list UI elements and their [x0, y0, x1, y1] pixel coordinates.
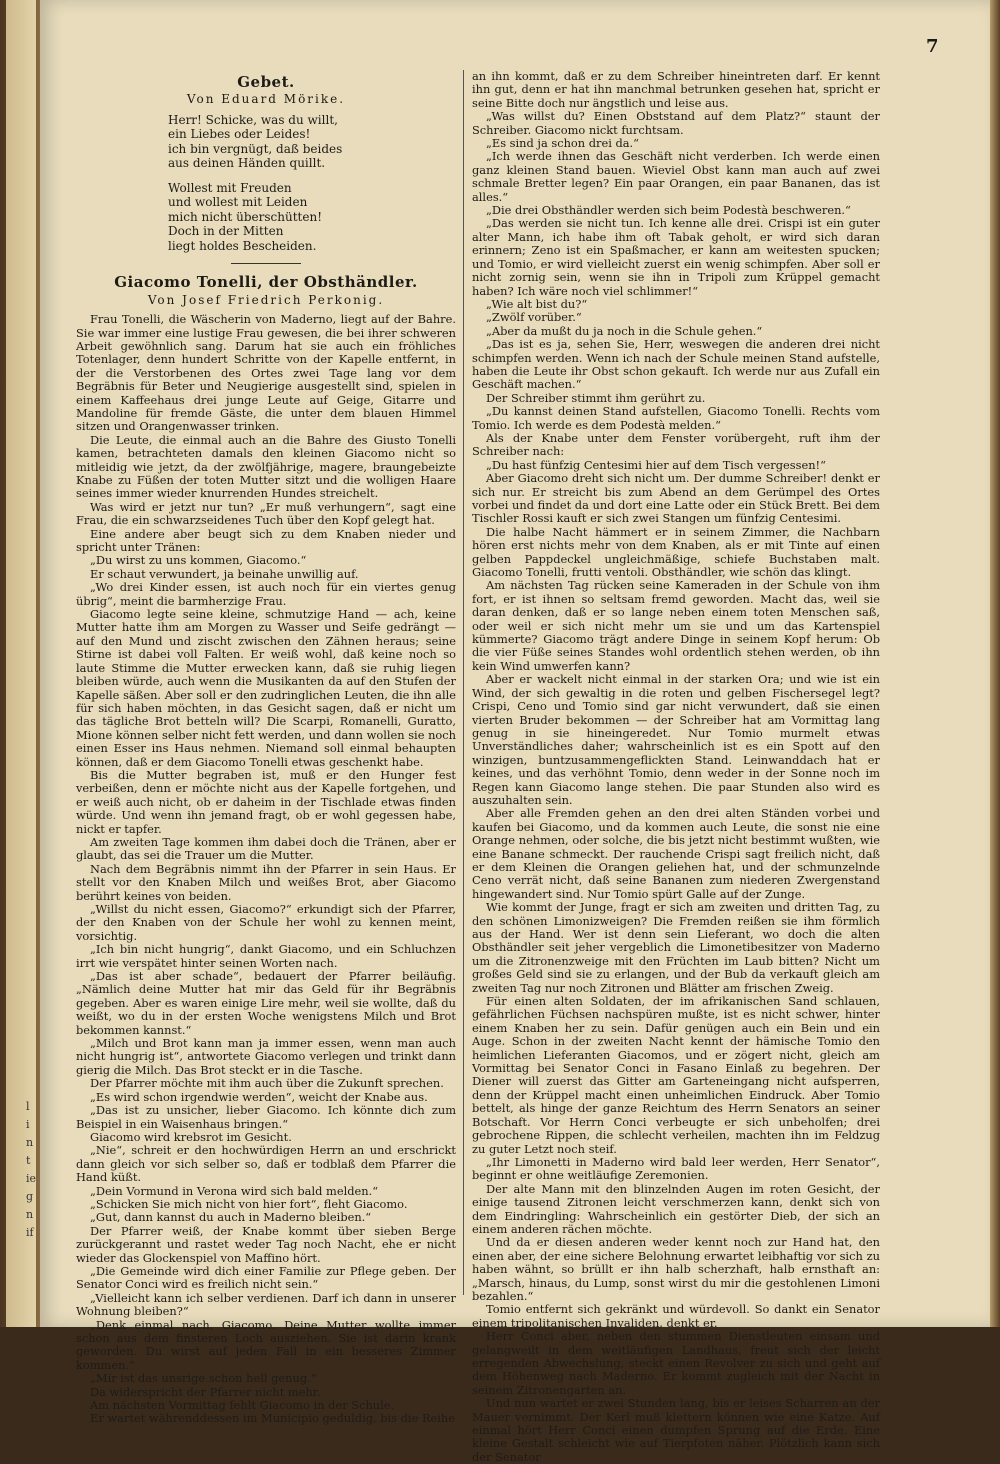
column-rule — [463, 70, 464, 1295]
poem-line: Wollest mit Freuden — [168, 180, 292, 195]
story-paragraph: „Vielleicht kann ich selber verdienen. Darf ich dann in unserer Wohnung bleiben?“ — [76, 1290, 456, 1319]
story-paragraph: „Aber da mußt du ja noch in die Schule gehen.“ — [486, 323, 763, 338]
story-paragraph: „Du hast fünfzig Centesimi hier auf dem Tisch vergessen!“ — [486, 457, 826, 472]
edge-fragment: if — [26, 1226, 34, 1239]
story-paragraph: Der Pfarrer möchte mit ihm auch über die Zukunft sprechen. — [90, 1076, 444, 1091]
page-edge — [990, 0, 1000, 1327]
poem-body — [168, 113, 456, 254]
previous-page-edge — [6, 0, 36, 1327]
poem-stanza — [168, 113, 456, 171]
story-paragraph: „Ich werde ihnen das Geschäft nicht verderben. Ich werde einen ganz kleinen Stand bauen. Wieviel Obst kann man auch auf zwei schmale Bretter legen? Ein paar Orangen, ein paar Bananen, das ist alles.“ — [472, 149, 880, 204]
poem-line: liegt holdes Bescheiden. — [168, 238, 317, 253]
poem-line: und wollest mit Leiden — [168, 195, 308, 210]
story-paragraph: Bis die Mutter begraben ist, muß er den Hunger fest verbeißen, denn er möchte nicht aus der Kapelle fortgehen, und er weiß auch nicht, ob er daheim in der Tischlade etwas finden würde. Und wenn ihn jemand fragt, ob er wohl gegessen habe, nickt er tapfer. — [76, 767, 456, 836]
story-paragraph: Tomio entfernt sich gekränkt und würdevoll. So dankt ein Senator einem tripolitanischen Invaliden, denkt er. — [472, 1302, 880, 1330]
story-paragraph: Eine andere aber beugt sich zu dem Knaben nieder und spricht unter Tränen: — [76, 526, 456, 555]
story-paragraph: „Das ist aber schade“, bedauert der Pfarrer beiläufig. „Nämlich deine Mutter hat mir das Geld für ihr Begräbnis gegeben. Aber es waren einige Lire mehr, weil sie wollte, daß du weißt, wo du in der ersten Woche wenigstens Milch und Brot bekommen kannst.“ — [76, 969, 456, 1037]
page-number: 7 — [926, 36, 939, 57]
story-paragraph: Nach dem Begräbnis nimmt ihn der Pfarrer in sein Haus. Er stellt vor den Knaben Milch und weißes Brot, aber Giacomo berührt keines von beiden. — [76, 861, 456, 903]
story-paragraph: an ihn kommt, daß er zu dem Schreiber hineintreten darf. Er kennt ihn gut, denn er hat ihn manchmal betrunken gesehen hat, spricht er seine Bitte doch nur ängstlich und leise aus. — [472, 69, 880, 110]
story-paragraph: „Die Gemeinde wird dich einer Familie zur Pflege geben. Der Senator Conci wird es freilich nicht sein.“ — [76, 1263, 456, 1292]
story-paragraph: Und nun wartet er zwei Stunden lang, bis er leises Scharren an der Mauer vernimmt. Der Kerl muß klettern können wie eine Katze. Auf einmal hört Herr Conci einen dumpfen Sprung auf die Erde. Eine kleine Gestalt schleicht wie auf Tierpfoten näher. Plötzlich kann sich der Senator — [472, 1396, 880, 1464]
story-paragraph: „Ich bin nicht hungrig“, dankt Giacomo, und ein Schluchzen irrt wie verspätet hinter seinen Worten nach. — [76, 942, 456, 970]
section-divider — [231, 263, 301, 264]
story-paragraph: Da widerspricht der Pfarrer nicht mehr. — [90, 1384, 321, 1399]
story-paragraph: „Denk einmal nach, Giacomo. Deine Mutter wollte immer schon aus dem finsteren Loch ausziehen. Sie ist darin krank geworden. Du wirst auf jeden Fall in ein besseres Zimmer kommen.“ — [76, 1317, 456, 1372]
story-paragraph: Aber Giacomo dreht sich nicht um. Der dumme Schreiber! denkt er sich nur. Er streicht bis zum Abend an dem Gerümpel des Ortes vorbei und findet da und dort eine Latte oder ein Stück Brett. Bei dem Tischler Rossi kauft er sich zwei Stangen um fünfzig Centesimi. — [472, 471, 880, 526]
story-author: Von Josef Friedrich Perkonig. — [147, 292, 385, 307]
story-paragraph: „Nie“, schreit er den hochwürdigen Herrn an und erschrickt dann gleich vor sich selber so, daß er todblaß dem Pfarrer die Hand küßt. — [76, 1143, 456, 1185]
story-paragraph: „Schicken Sie mich nicht von hier fort“, fleht Giacomo. — [90, 1196, 408, 1211]
story-paragraph: Für einen alten Soldaten, der im afrikanischen Sand schlauen, gefährlichen Füchsen nachspüren mußte, ist es nicht schwer, hinter einem Knaben her zu sein. Dafür genügen auch ein Bein und ein Auge. Schon in der zweiten Nacht kennt der hämische Tomio den heimlichen Lieferanten Giacomos, und er zögert nicht, gleich am Vormittag bei Senator Conci in Fasano Einlaß zu begehren. Der Diener will zuerst das Gitter am Garteneingang nicht aufsperren, denn der Krüppel macht einen unheimlichen Eindruck. Aber Tomio bettelt, als hinge der ganze Reichtum des Herrn Senators an seiner Botschaft. Vor Herrn Conci verbeugte er sich unbeholfen; drei gebrochene Rippen, die schlecht verheilen, machten ihn im Feldzug zu guter Letzt noch steif. — [472, 994, 880, 1156]
story-paragraph: Als der Knabe unter dem Fenster vorübergeht, ruft ihm der Schreiber nach: — [472, 430, 880, 459]
story-paragraph: Die Leute, die einmal auch an die Bahre des Giusto Tonelli kamen, betrachteten damals den kleinen Giacomo nicht so mitleidig wie jetzt, da der zwölfjährige, magere, braungebeizte Knabe zu Füßen der toten Mutter sitzt und die wolligen Haare seines immer wieder knurrenden Hundes streichelt. — [76, 432, 456, 501]
poem-line: Herr! Schicke, was du willt, — [168, 112, 338, 127]
edge-fragment: n — [26, 1208, 34, 1221]
story-paragraph: Die halbe Nacht hämmert er in seinem Zimmer, die Nachbarn hören erst nichts mehr von dem Knaben, als er mit Tinte auf einen gelben Pappdeckel ungleichmäßige, schiefe Buchstaben malt. Giacomo Tonelli, frutti ventoli. Obsthändler, wie schön das klingt. — [472, 524, 880, 580]
story-paragraph: Frau Tonelli, die Wäscherin von Maderno, liegt auf der Bahre. Sie war immer eine lustige Frau gewesen, die bei ihrer schweren Arbeit gewöhnlich sang. Darum hat sie auch ein fröhliches Totenlager, denn hundert Schritte von der Kapelle entfernt, in der die Verstorbenen des Ortes zwei Tage lang vor dem Begräbnis für Beter und Neugierige ausgestellt sind, spielen in einem Kaffeehaus drei junge Leute auf Geige, Gitarre und Mandoline für fremde Gäste, die unter dem blauen Himmel sitzen und Orangenwasser trinken. — [76, 312, 456, 434]
story-paragraph: „Es wird schon irgendwie werden“, weicht der Knabe aus. — [90, 1089, 428, 1104]
story-paragraph: „Gut, dann kannst du auch in Maderno bleiben.“ — [90, 1210, 372, 1225]
story-paragraph: „Du kannst deinen Stand aufstellen, Giacomo Tonelli. Rechts vom Tomio. Ich werde es dem Podestà melden.“ — [472, 404, 880, 432]
story-paragraph: Am nächsten Vormittag fehlt Giacomo in der Schule. — [90, 1398, 395, 1413]
story-paragraph: „Willst du nicht essen, Giacomo?“ erkundigt sich der Pfarrer, der den Knaben von der Schule her wohl zu kennen meint, vorsichtig. — [76, 902, 456, 943]
edge-fragment: l — [26, 1100, 30, 1113]
story-paragraph: Aber er wackelt nicht einmal in der starken Ora; und wie ist ein Wind, der sich gewaltig in die roten und gelben Fischersegel legt? Crispi, Ceno und Tomio sind gar nicht verwundert, daß sie einen vierten Bruder bekommen — der Schreiber hat am Vormittag lang genug in sie hineingeredet. Nur Tomio murmelt etwas Unverständliches daher; wahrscheinlich ist es ein Spott auf den winzigen, buntzusammengeflickten Stand. Leinwanddach hat er keines, und das verhöhnt Tomio, denn weder in der Sonne noch im Regen kann Giacomo lange stehen. Die paar Stunden also wird es auszuhalten sein. — [472, 672, 880, 807]
story-left-body — [76, 313, 456, 1426]
story-paragraph: „Das werden sie nicht tun. Ich kenne alle drei. Crispi ist ein guter alter Mann, ich habe ihm oft Tabak geholt, er wird sich daran erinnern; Zeno ist ein Spaßmacher, er kann am weitesten spucken; und Tomio, er wird vielleicht zuerst ein wenig schimpfen. Aber soll er nicht zornig sein, wenn sie ihn in Tripoli zum Krüppel gemacht haben? Ich wäre noch viel schlimmer!“ — [472, 216, 880, 298]
story-paragraph: Was wird er jetzt nur tun? „Er muß verhungern“, sagt eine Frau, die ein schwarzseidenes Tuch über den Kopf gelegt hat. — [76, 499, 456, 528]
poem-author: Von Eduard Mörike. — [186, 92, 346, 107]
story-paragraph: Herr Conci aber, neben den stummen Dienstleuten einsam und gelangweilt in dem weitläufigen Landhaus, freut sich der leicht erregenden Abwechslung, steckt einen Revolver zu sich und geht auf dem Höhenweg nach Maderno. Er kommt zugleich mit der Nacht in seinem Zitronengarten an. — [472, 1329, 880, 1397]
story-paragraph: Am zweiten Tage kommen ihm dabei doch die Tränen, aber er glaubt, das sei die Trauer um die Mutter. — [76, 834, 456, 863]
story-paragraph: „Ihr Limonetti in Maderno wird bald leer werden, Herr Senator“, beginnt er ohne weitläufige Zeremonien. — [472, 1154, 880, 1183]
poem-line: ich bin vergnügt, daß beides — [168, 141, 343, 156]
edge-fragment: ie — [26, 1172, 37, 1185]
poem-line: Doch in der Mitten — [168, 224, 284, 239]
story-paragraph: Giacomo legte seine kleine, schmutzige Hand — ach, keine Mutter hatte ihm am Morgen zu Wasser und Seife gedrängt — auf den Mund und zischt zwischen den Zähnen heraus; seine Stirne ist dabei voll Falten. Er weiß wohl, daß keine noch so laute Stimme die Mutter erwecken kann, daß sie ruhig liegen bleiben würde, auch wenn die Musikanten da auf den Stufen der Kapelle säßen. Aber soll er den zudringlichen Leuten, die ihn alle für sich haben möchten, in das Gesicht sagen, daß er nicht um das tägliche Brot betteln will? Die Scarpi, Romanelli, Guratto, Mione können selber nicht fett werden, und dann wollen sie noch einen Esser ins Haus nehmen. Niemand soll einmal behaupten können, daß er dem Giacomo Tonelli etwas geschenkt habe. — [76, 607, 456, 769]
story-paragraph: „Das ist zu unsicher, lieber Giacomo. Ich könnte dich zum Beispiel in ein Waisenhaus bringen.“ — [76, 1103, 456, 1131]
story-paragraph: Der Pfarrer weiß, der Knabe kommt über sieben Berge zurückgerannt und rastet weder Tag noch Nacht, ehe er nicht wieder das Glockenspiel von Maffino hört. — [76, 1223, 456, 1265]
edge-fragment: t — [26, 1154, 31, 1167]
edge-fragment: n — [26, 1136, 34, 1149]
story-paragraph: „Es sind ja schon drei da.“ — [486, 136, 640, 151]
story-paragraph: Er schaut verwundert, ja beinahe unwillig auf. — [90, 566, 359, 581]
story-paragraph: Der alte Mann mit den blinzelnden Augen im roten Gesicht, der einige tausend Zitronen leicht verschmerzen kann, denkt sich von dem Eindringling: Wahrscheinlich ein gestörter Dieb, der sich an einem anderen rächen möchte. — [472, 1181, 880, 1236]
story-title: Giacomo Tonelli, der Obsthändler. — [114, 273, 418, 292]
story-paragraph: „Du wirst zu uns kommen, Giacomo.“ — [90, 553, 307, 568]
story-paragraph: Der Schreiber stimmt ihm gerührt zu. — [486, 390, 706, 405]
poem-line: mich nicht überschütten! — [168, 209, 323, 224]
story-paragraph: „Mir ist das unsrige schon hell genug.“ — [90, 1371, 317, 1386]
story-paragraph: „Zwölf vorüber.“ — [486, 310, 582, 325]
poem-stanza — [168, 181, 456, 254]
story-paragraph: „Dein Vormund in Verona wird sich bald melden.“ — [90, 1183, 379, 1198]
right-column — [472, 70, 880, 1464]
story-paragraph: „Wie alt bist du?“ — [486, 296, 588, 311]
edge-fragment: i — [26, 1118, 30, 1131]
left-column — [76, 70, 456, 1426]
story-right-body — [472, 70, 880, 1464]
edge-fragment: g — [26, 1190, 34, 1203]
story-paragraph: Aber alle Fremden gehen an den drei alten Ständen vorbei und kaufen bei Giacomo, und da kommen auch Leute, die sonst nie eine Orange nehmen, oder solche, die bis jetzt nicht bestimmt wußten, wie eine Banane schmeckt. Der rauchende Crispi sagt freilich nicht, daß er dem Kleinen die Orangen geliehen hat, und der schmunzelnde Ceno verrät nicht, daß seine Bananen zum niederen Zwergenstand hingewandert sind. Nur Tomio spürt Galle auf der Zunge. — [472, 806, 880, 901]
story-paragraph: „Milch und Brot kann man ja immer essen, wenn man auch nicht hungrig ist“, antwortete Giacomo verlegen und trinkt dann gierig die Milch. Das Brot steckt er in die Tasche. — [76, 1036, 456, 1077]
story-paragraph: „Wo drei Kinder essen, ist auch noch für ein viertes genug übrig“, meint die barmherzige Frau. — [76, 580, 456, 608]
poem-line: ein Liebes oder Leides! — [168, 127, 311, 142]
story-paragraph: Und da er diesen anderen weder kennt noch zur Hand hat, den einen aber, der eine sichere Belohnung erwartet leibhaftig vor sich zu haben wähnt, so brüllt er ihn halb scherzhaft, halb ernsthaft an: „Marsch, hinaus, du Lump, sonst wirst du mir die gestohlenen Limoni bezahlen.“ — [472, 1235, 880, 1303]
story-paragraph: Er wartet währenddessen im Municipio geduldig, bis die Reihe — [90, 1411, 455, 1426]
story-paragraph: Am nächsten Tag rücken seine Kameraden in der Schule von ihm fort, er ist ihnen so seltsam fremd geworden. Macht das, weil sie daran denken, daß er so lange neben einem toten Menschen saß, oder weil er sich nicht mehr um sie und um das Kartenspiel kümmerte? Giacomo trägt andere Dinge in seinem Kopf herum: Ob die vier Füße seines Standes wohl ordentlich stehen werden, ob ihn kein Wind umwerfen kann? — [472, 578, 880, 673]
story-paragraph: „Das ist es ja, sehen Sie, Herr, weswegen die anderen drei nicht schimpfen werden. Wenn ich nach der Schule meinen Stand aufstelle, haben die Leute ihr Obst schon gekauft. Ich werde nur aus Zufall ein Geschäft machen.“ — [472, 337, 880, 392]
story-paragraph: Giacomo wird krebsrot im Gesicht. — [90, 1129, 292, 1144]
poem-title: Gebet. — [237, 73, 295, 91]
story-paragraph: „Was willst du? Einen Obststand auf dem Platz?“ staunt der Schreiber. Giacomo nickt furchtsam. — [472, 109, 880, 137]
story-paragraph: „Die drei Obsthändler werden sich beim Podestà beschweren.“ — [486, 203, 851, 218]
poem-line: aus deinen Händen quillt. — [168, 156, 326, 171]
story-paragraph: Wie kommt der Junge, fragt er sich am zweiten und dritten Tag, zu den schönen Limonizweigen? Die Fremden reißen sie ihm förmlich aus der Hand. Wer ist denn sein Lieferant, wo doch die alten Obsthändler seit jeher vergeblich die Limonetibesitzer von Maderno um die Zitronenzweige mit den Früchten im Laub bitten? Nicht um großes Geld sind sie zu erlangen, und der Bub da verkauft gleich am zweiten Tag nur noch Zitronen und Blätter am frischen Zweig. — [472, 900, 880, 995]
